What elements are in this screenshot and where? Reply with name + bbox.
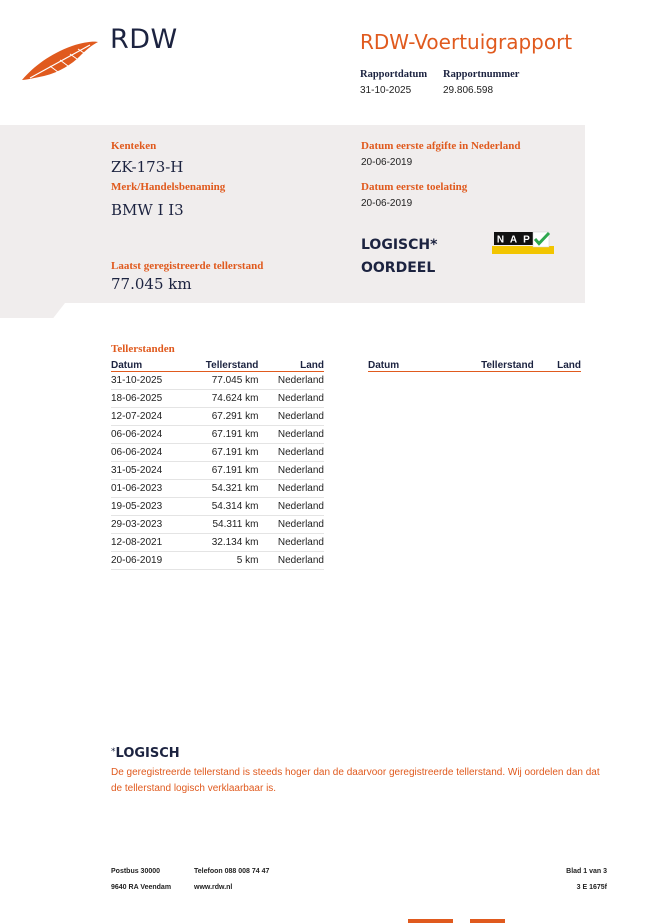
table-row xyxy=(111,480,324,498)
footer-page-number: Blad 1 van 3 xyxy=(566,868,607,875)
report-title: RDW-Voertuigrapport xyxy=(360,30,573,54)
cell-tellerstand: 5 km xyxy=(184,552,259,570)
table-row xyxy=(111,552,324,570)
rapportnummer-value: 29.806.598 xyxy=(443,85,494,96)
table-row xyxy=(111,462,324,480)
svg-text:A: A xyxy=(509,234,518,246)
footer-document-code: 3 E 1675f xyxy=(576,884,607,891)
cell-datum: 12-07-2024 xyxy=(111,408,184,426)
cell-tellerstand: 67.191 km xyxy=(184,444,259,462)
col-header-tellerstand: Tellerstand xyxy=(430,359,534,372)
cell-datum: 20-06-2019 xyxy=(111,552,184,570)
cell-land: Nederland xyxy=(258,498,324,516)
cell-land: Nederland xyxy=(258,552,324,570)
panel-tab-decoration xyxy=(0,303,65,318)
footnote-text: De geregistreerde tellerstand is steeds hoger dan de daarvoor geregistreerde tellerstand. Wij oordelen dan dat de tellerstand logisch verklaarbaar is. xyxy=(111,767,600,794)
afgifte-value: 20-06-2019 xyxy=(361,157,413,168)
cell-land: Nederland xyxy=(258,534,324,552)
merk-label: Merk/Handelsbenaming xyxy=(111,181,226,193)
cell-tellerstand: 77.045 km xyxy=(184,372,259,390)
cell-tellerstand: 67.191 km xyxy=(184,426,259,444)
tellerstanden-table-right xyxy=(368,359,581,372)
oordeel-line-2: OORDEEL xyxy=(361,260,436,276)
cell-land: Nederland xyxy=(258,516,324,534)
table-row xyxy=(111,498,324,516)
svg-text:N: N xyxy=(496,234,505,246)
table-row xyxy=(111,534,324,552)
svg-text:P: P xyxy=(523,234,530,246)
cell-land: Nederland xyxy=(258,444,324,462)
col-header-datum: Datum xyxy=(111,359,184,372)
cell-land: Nederland xyxy=(258,462,324,480)
footer-website-link[interactable]: www.rdw.nl xyxy=(194,884,233,891)
col-header-land: Land xyxy=(258,359,324,372)
rapportdatum-label: Rapportdatum xyxy=(360,69,428,80)
oordeel-verdict xyxy=(361,234,437,280)
cell-datum: 31-10-2025 xyxy=(111,372,184,390)
col-header-tellerstand: Tellerstand xyxy=(184,359,259,372)
table-row xyxy=(111,372,324,390)
cell-tellerstand: 74.624 km xyxy=(184,390,259,408)
footer-accent-bar xyxy=(408,919,453,923)
footnote-title-text: LOGISCH xyxy=(115,746,180,761)
kenteken-label: Kenteken xyxy=(111,140,157,152)
kenteken-value: ZK-173-H xyxy=(111,158,184,176)
cell-datum: 29-03-2023 xyxy=(111,516,184,534)
cell-tellerstand: 54.321 km xyxy=(184,480,259,498)
table-row xyxy=(111,444,324,462)
cell-datum: 01-06-2023 xyxy=(111,480,184,498)
table-header-row xyxy=(368,359,581,372)
cell-land: Nederland xyxy=(258,390,324,408)
cell-tellerstand: 32.134 km xyxy=(184,534,259,552)
cell-tellerstand: 67.191 km xyxy=(184,462,259,480)
cell-datum: 31-05-2024 xyxy=(111,462,184,480)
merk-value: BMW I I3 xyxy=(111,201,184,219)
footnote-title xyxy=(111,746,180,761)
toelating-value: 20-06-2019 xyxy=(361,198,413,209)
footer-accent-bar xyxy=(470,919,505,923)
footer-postbus: Postbus 30000 xyxy=(111,868,161,875)
rdw-logo-text: RDW xyxy=(110,24,178,55)
cell-land: Nederland xyxy=(258,372,324,390)
table-row xyxy=(111,516,324,534)
oordeel-line-1: LOGISCH* xyxy=(361,237,438,253)
tellerstand-value: 77.045 km xyxy=(111,275,192,293)
rdw-feather-logo xyxy=(20,36,100,82)
cell-datum: 06-06-2024 xyxy=(111,444,184,462)
cell-land: Nederland xyxy=(258,408,324,426)
footer-telefoon: Telefoon 088 008 74 47 xyxy=(194,868,270,875)
table-row xyxy=(111,426,324,444)
nap-logo-icon xyxy=(492,230,554,254)
afgifte-label: Datum eerste afgifte in Nederland xyxy=(361,140,521,152)
table-row xyxy=(111,408,324,426)
cell-tellerstand: 54.314 km xyxy=(184,498,259,516)
footnote-star: * xyxy=(111,747,116,757)
cell-datum: 06-06-2024 xyxy=(111,426,184,444)
cell-tellerstand: 67.291 km xyxy=(184,408,259,426)
cell-datum: 18-06-2025 xyxy=(111,390,184,408)
table-row xyxy=(111,390,324,408)
cell-datum: 12-08-2021 xyxy=(111,534,184,552)
cell-land: Nederland xyxy=(258,480,324,498)
cell-land: Nederland xyxy=(258,426,324,444)
cell-datum: 19-05-2023 xyxy=(111,498,184,516)
rapportnummer-label: Rapportnummer xyxy=(443,69,520,80)
toelating-label: Datum eerste toelating xyxy=(361,181,468,193)
tellerstand-label: Laatst geregistreerde tellerstand xyxy=(111,260,264,272)
cell-tellerstand: 54.311 km xyxy=(184,516,259,534)
col-header-land: Land xyxy=(534,359,581,372)
table-header-row xyxy=(111,359,324,372)
col-header-datum: Datum xyxy=(368,359,430,372)
tellerstanden-title: Tellerstanden xyxy=(111,343,175,355)
footer-postcode: 9640 RA Veendam xyxy=(111,884,172,891)
tellerstanden-table-left xyxy=(111,359,324,570)
rapportdatum-value: 31-10-2025 xyxy=(360,85,412,96)
